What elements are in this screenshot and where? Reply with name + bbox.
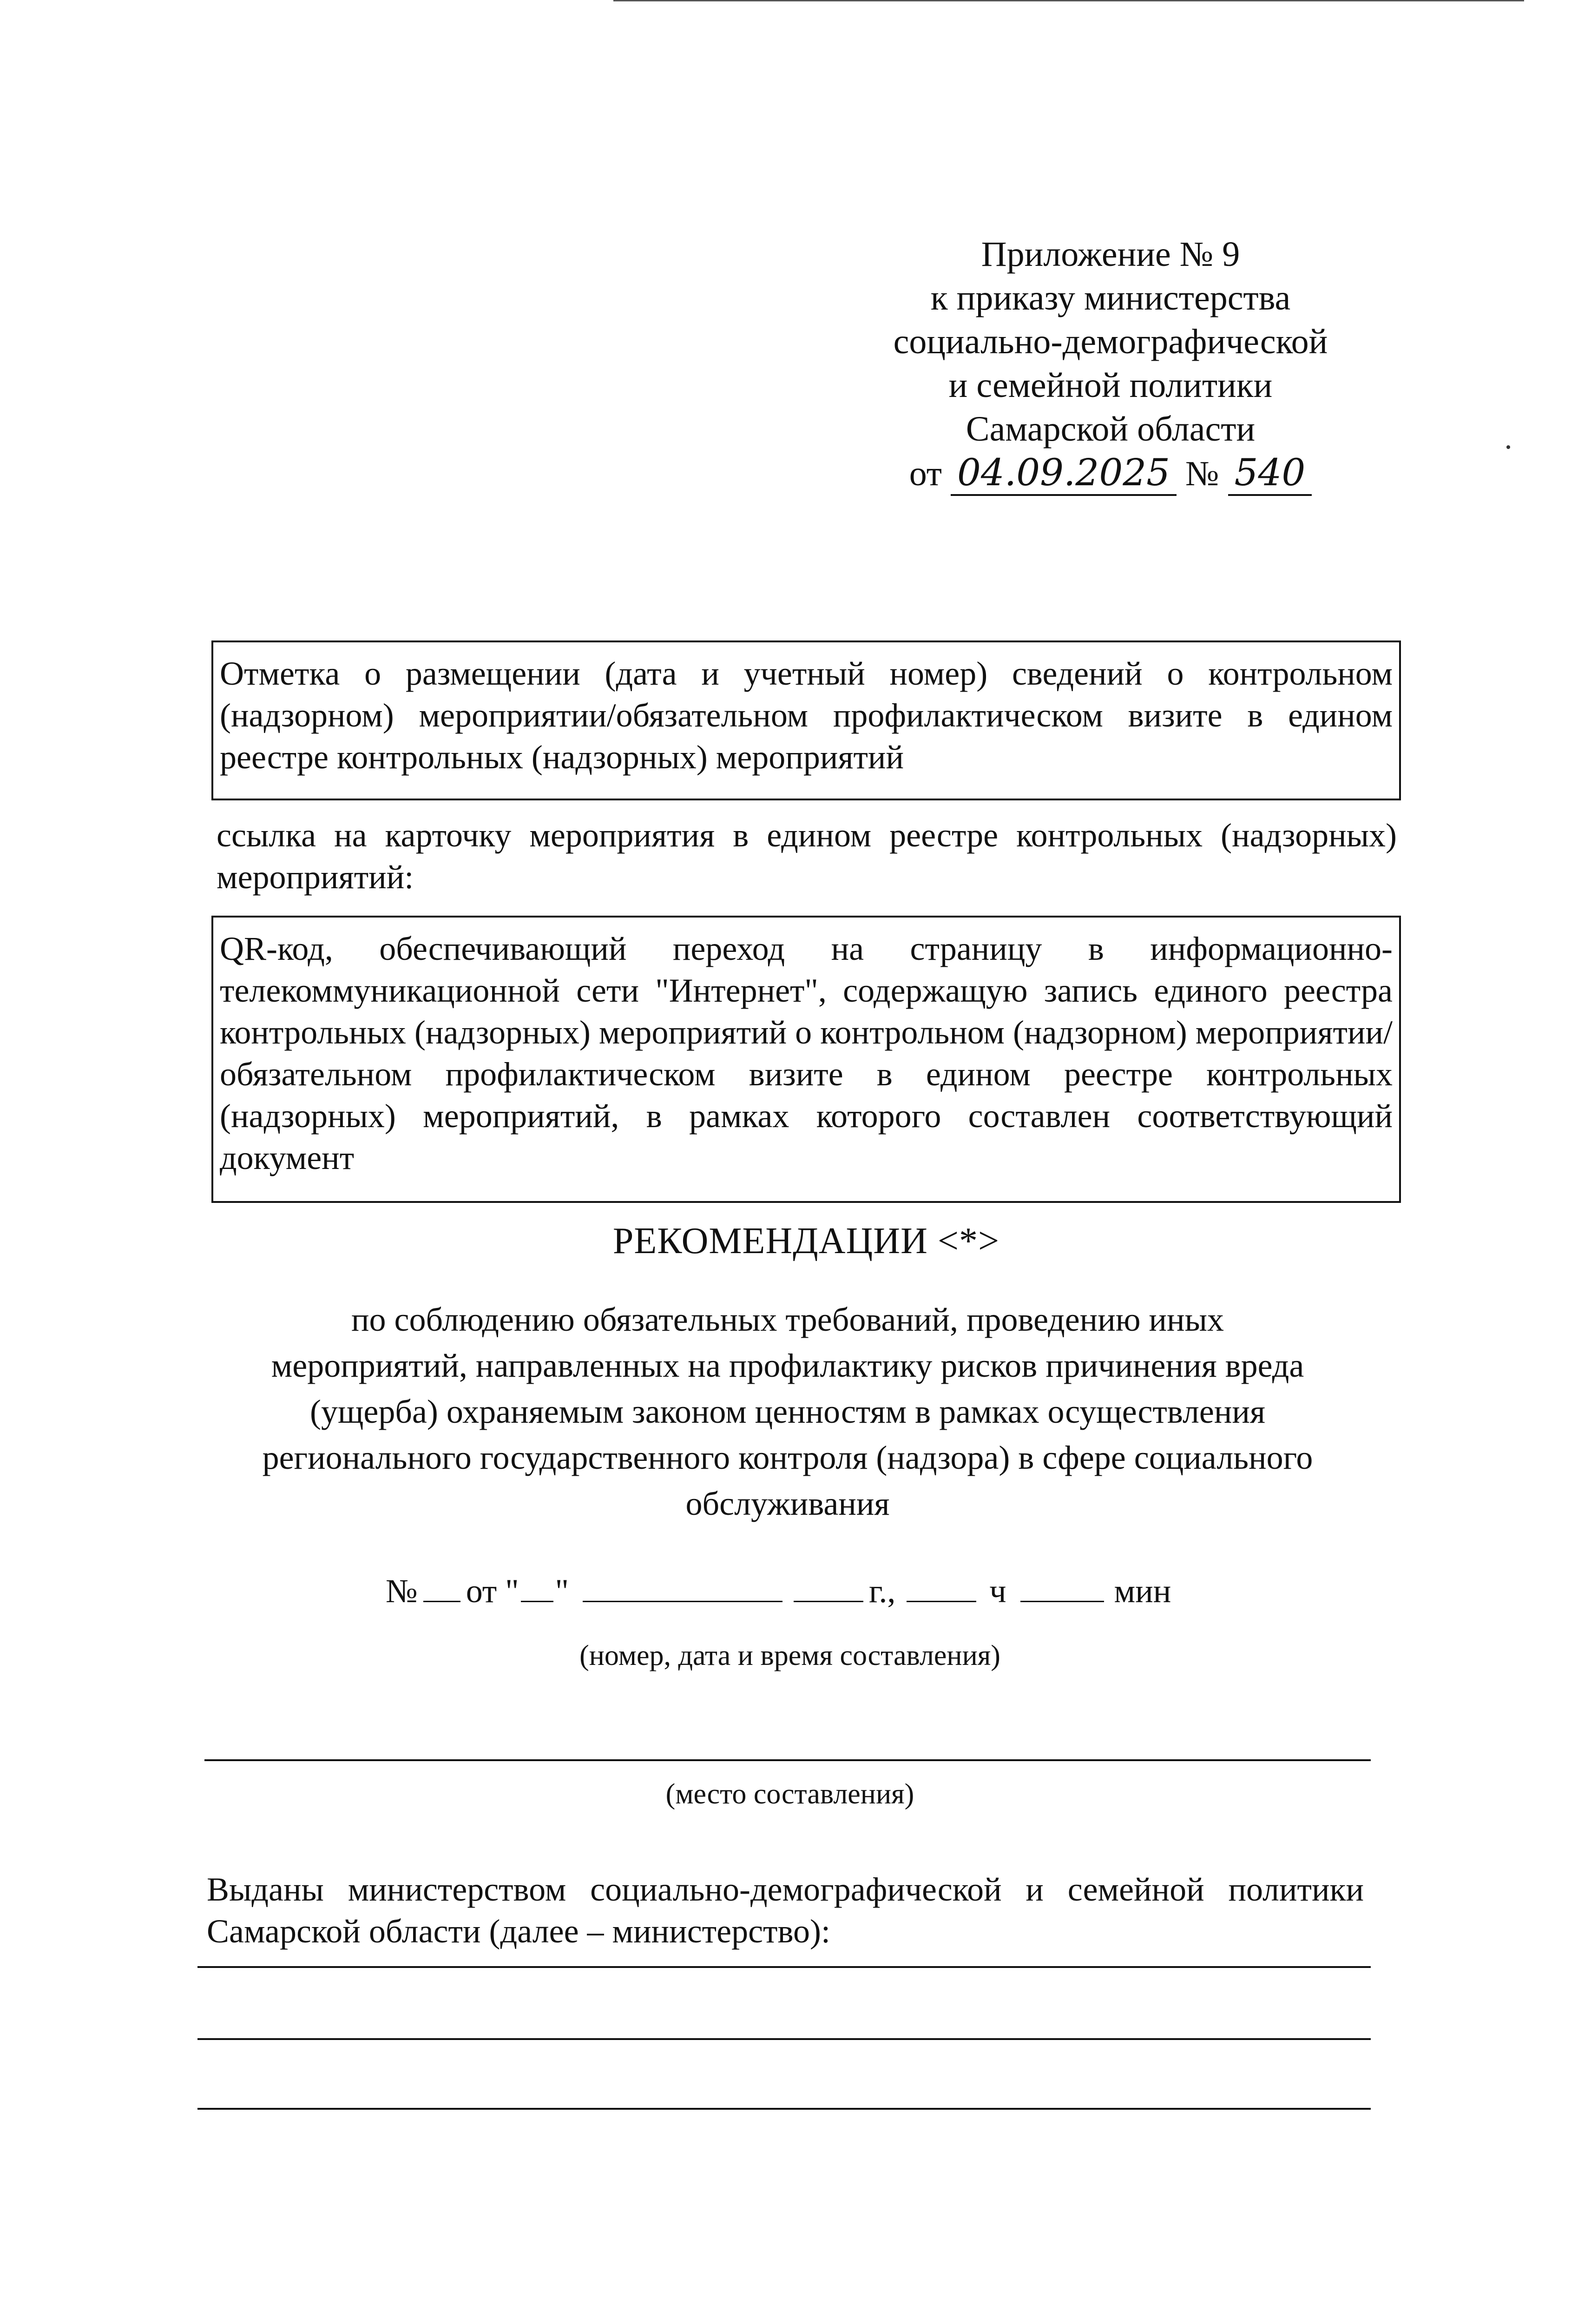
issued-by-text: Выданы министерством социально-демографической и семейной политики Самарской области (далее – министерство): <box>207 1871 1364 1950</box>
qr-code-box <box>211 916 1401 1203</box>
hour-label: ч <box>989 1572 1006 1610</box>
year-label: г., <box>869 1572 896 1610</box>
document-subtitle <box>200 1297 1375 1527</box>
appendix-ministry-line2: и семейной политики <box>948 366 1273 405</box>
scan-dot <box>1506 445 1510 449</box>
quote-open: " <box>505 1572 519 1610</box>
registry-mark-box <box>211 640 1401 800</box>
appendix-number: Приложение № 9 <box>981 235 1240 274</box>
subtitle-line: обслуживания <box>685 1485 890 1522</box>
subtitle-line: регионального государственного контроля (надзора) в сфере социального <box>262 1439 1313 1476</box>
number-date-time-line <box>386 1570 1171 1612</box>
handwritten-date: 04.09.2025 <box>951 451 1177 496</box>
handwritten-number: 540 <box>1228 451 1312 496</box>
subtitle-line: мероприятий, направленных на профилактику рисков причинения вреда <box>271 1347 1304 1384</box>
place-blank-line <box>204 1759 1371 1761</box>
registry-mark-text: Отметка о размещении (дата и учетный номер) сведений о контрольном (надзорном) мероприятии/обязательном профилактическом визите в едином реестре контрольных (надзорных) мероприятий <box>220 655 1393 776</box>
issued-blank-line-1 <box>197 1966 1371 1968</box>
hour-blank <box>907 1573 976 1602</box>
day-blank <box>521 1573 553 1602</box>
number-date-time-caption: (номер, дата и время составления) <box>579 1640 1000 1671</box>
qr-code-text: QR-код, обеспечивающий переход на страницу в информационно-телекоммуникационной сети "Интернет", содержащую запись единого реестра контрольных (надзорных) мероприятий о контрольном (надзорном) мероприятии/обязательном профилактическом визите в едином реестре контрольных (надзорных) мероприятий, в рамках которого составлен соответствующий документ <box>220 930 1393 1176</box>
place-caption: (место составления) <box>665 1778 914 1810</box>
appendix-ministry-line1: социально-демографической <box>893 322 1328 361</box>
minute-blank <box>1020 1573 1104 1602</box>
scan-top-edge <box>613 0 1524 1</box>
month-blank <box>583 1573 782 1602</box>
document-title: РЕКОМЕНДАЦИИ <*> <box>612 1221 1000 1261</box>
issued-blank-line-3 <box>197 2108 1371 2110</box>
no-label: № <box>386 1572 418 1610</box>
appendix-order-ref: к приказу министерства <box>930 278 1291 317</box>
registry-link-text: ссылка на карточку мероприятия в едином реестре контрольных (надзорных) мероприятий: <box>217 817 1397 896</box>
issued-blank-line-2 <box>197 2038 1371 2040</box>
from-label-2: от <box>466 1572 497 1610</box>
appendix-region: Самарской области <box>966 409 1256 449</box>
year-blank <box>794 1573 863 1602</box>
quote-close: " <box>555 1572 569 1610</box>
subtitle-line: (ущерба) охраняемым законом ценностям в рамках осуществления <box>309 1393 1266 1430</box>
number-blank <box>423 1573 460 1602</box>
subtitle-line: по соблюдению обязательных требований, проведению иных <box>351 1301 1224 1338</box>
from-label: от <box>909 454 942 493</box>
number-label: № <box>1185 454 1219 493</box>
appendix-block <box>874 232 1348 495</box>
minute-label: мин <box>1114 1572 1171 1610</box>
appendix-date-number-line <box>874 451 1348 495</box>
